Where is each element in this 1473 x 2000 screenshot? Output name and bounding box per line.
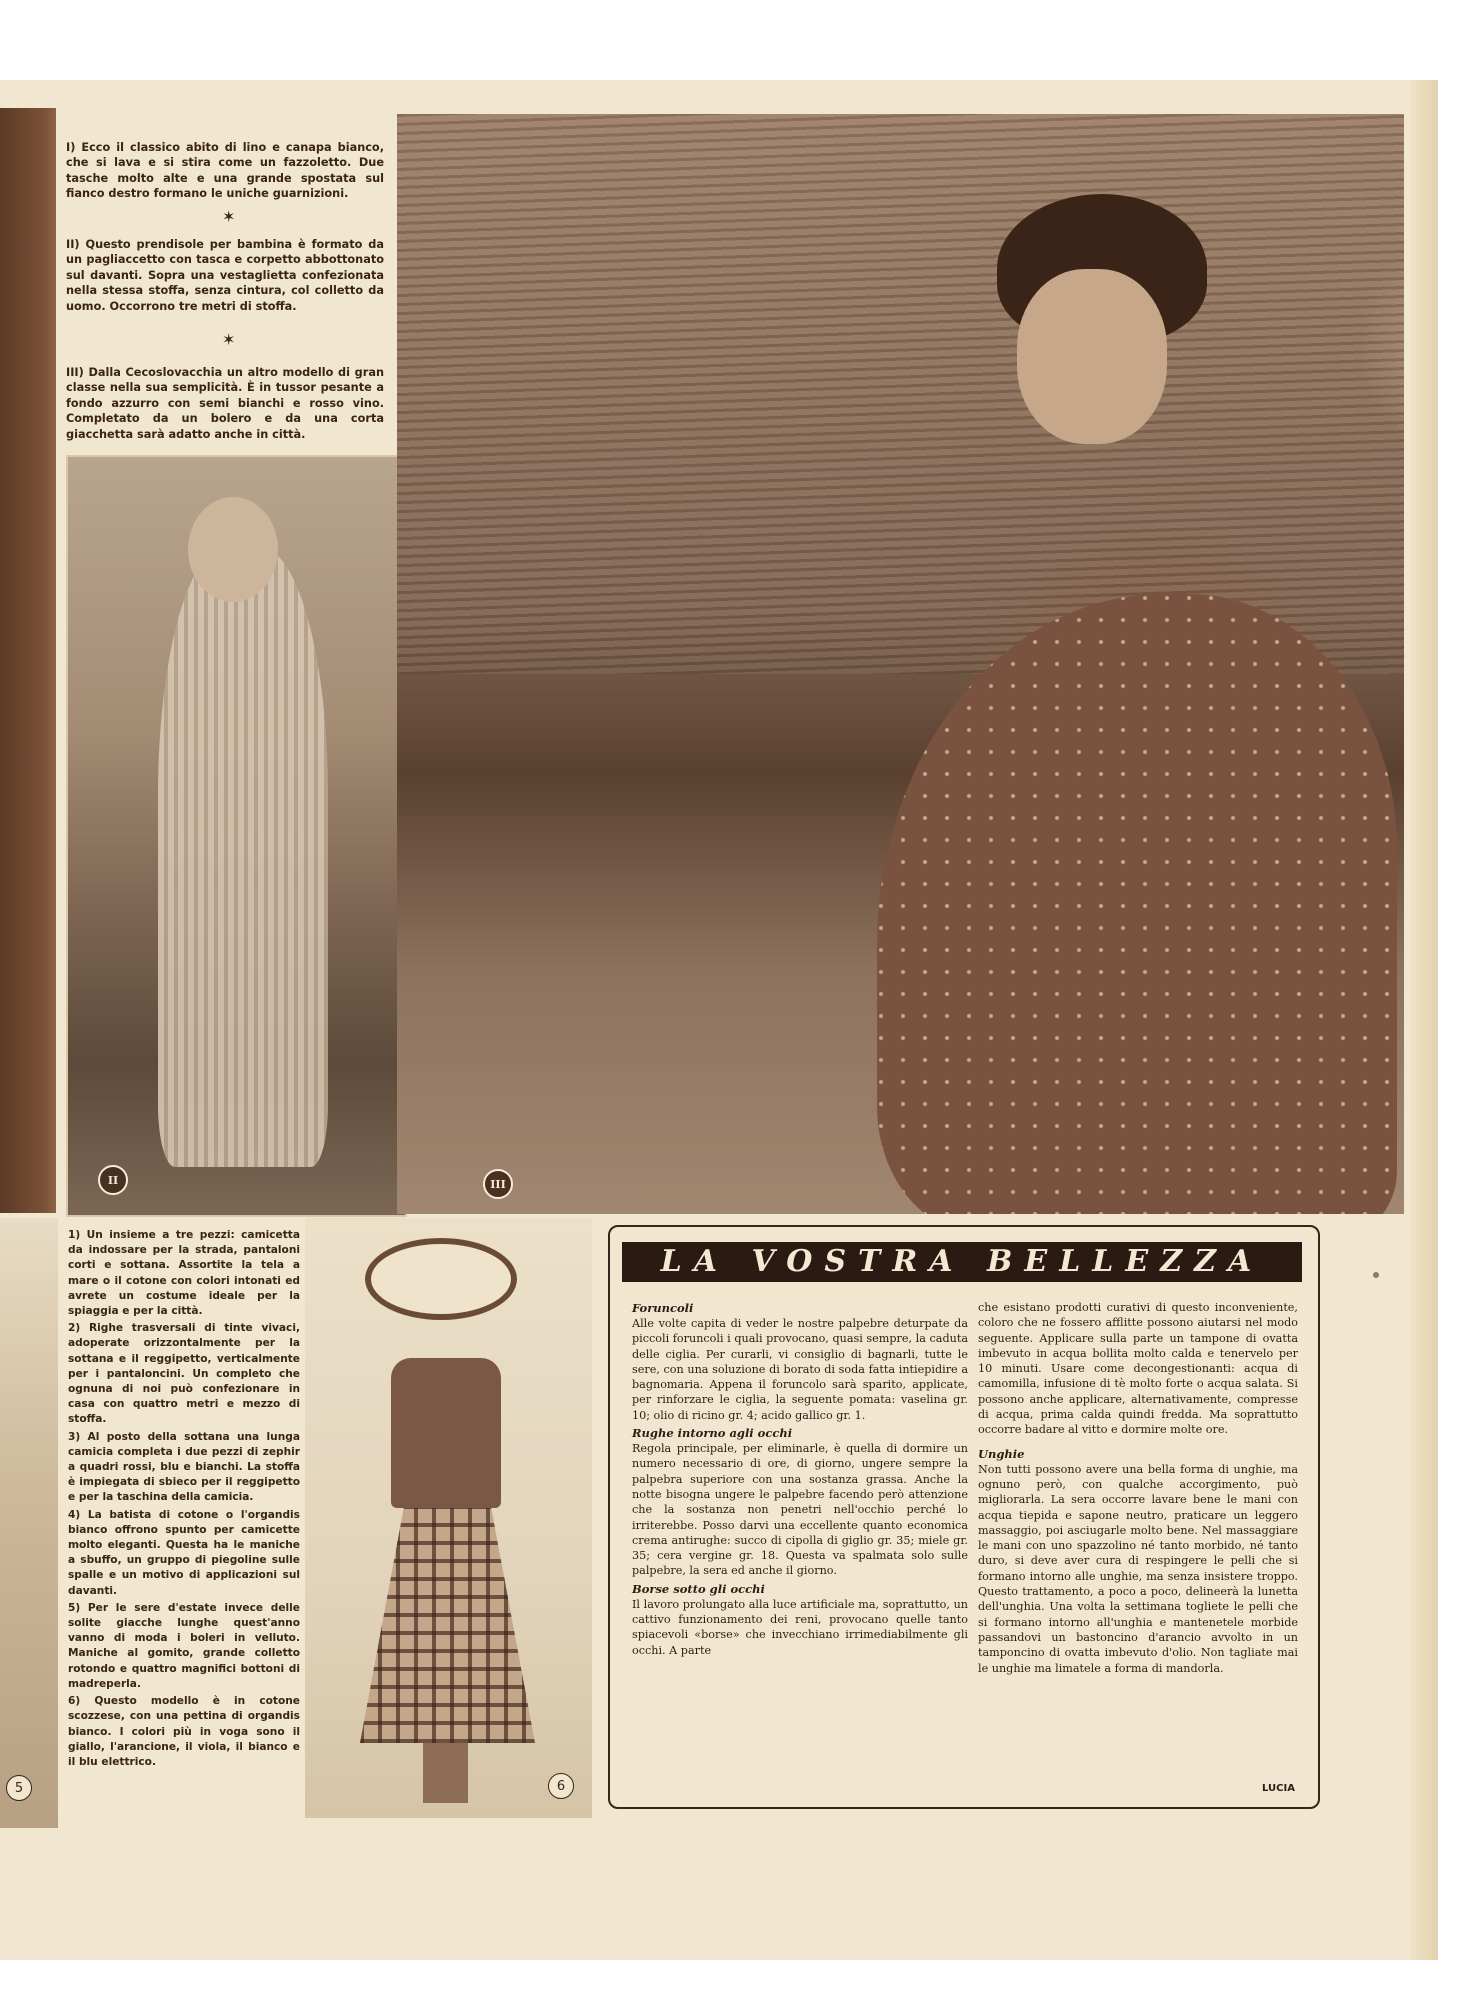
separator-star: ✶ (222, 330, 236, 349)
caption-item-6: 6) Questo modello è in cotone scozzese, con una pettina di organdis bianco. I colori più in voga sono il giallo, l'arancione, il viola, il bianco e il blu elettrico. (68, 1695, 300, 1768)
author-signature: LUCIA (1262, 1783, 1295, 1794)
print-speck (1373, 1272, 1379, 1278)
model-legs (423, 1743, 468, 1803)
captions-bottom-list (68, 1228, 300, 1772)
beauty-right-column (978, 1300, 1298, 1678)
photo-plaid-dress (305, 1218, 592, 1818)
section-text-foruncoli: Alle volte capita di veder le nostre palpebre deturpate da piccoli foruncoli i quali provocano, quasi sempre, la caduta delle ciglia. Per curarli, vi consiglio di bagnarli, tutte le sere, con una soluzione di borato di soda fatta intiepidire a bagnomaria. Appena il foruncolo sarà sparito, applicate, per rinforzare le ciglia, la seguente pomata: vaselina gr. 10; olio di ricino gr. 4; acido gallico gr. 1. (632, 1317, 968, 1422)
caption-item-2: 2) Righe trasversali di tinte vivaci, adoperate orizzontalmente per la sottana e il reggipetto, verticalmente per i pantaloncini. Un completo che ognuna di noi può confezionare in casa con quattro metri e mezzo di stoffa. (68, 1322, 300, 1426)
dotted-dress (877, 594, 1397, 1214)
caption-item-1: 1) Un insieme a tre pezzi: camicetta da indossare per la strada, pantaloni corti e sottana. Assortite la tela a mare o il cotone con colori intonati ed avrete un costume ideale per la spiaggia e per la città. (68, 1229, 300, 1318)
caption-photo-2: II) Questo prendisole per bambina è formato da un pagliaccetto con tasca e corpetto abbottonato sul davanti. Sopra una vestaglietta confezionata nella stessa stoffa, senza cintura, col colletto da uomo. Occorrono tre metri di stoffa. (66, 238, 384, 313)
photo-label-ii: II (98, 1165, 128, 1195)
section-heading-borse: Borse sotto gli occhi (632, 1581, 765, 1596)
beauty-left-column (632, 1300, 968, 1660)
caption-item-5: 5) Per le sere d'estate invece delle solite giacche lunghe quest'anno vanno di moda i boleri in velluto. Maniche al gomito, grande colletto rotondo e quattro magnifici bottoni di madreperla. (68, 1601, 300, 1690)
photo-woman-sundress (397, 114, 1404, 1214)
water-background (397, 114, 1404, 674)
woman-face (1017, 269, 1167, 444)
section-heading-foruncoli: Foruncoli (632, 1301, 694, 1315)
photo-girl-playsuit (68, 457, 405, 1215)
photo-label-5: 5 (6, 1775, 32, 1801)
girl-head (188, 497, 278, 602)
dress-bodice (391, 1358, 501, 1508)
girl-figure (158, 547, 328, 1167)
section-text-borse-continued: che esistano prodotti curativi di questo inconveniente, coloro che ne fossero afflitte possono aiutarsi nel modo seguente. Applicare sulla parte un tampone di ovatta imbevuto in acqua bollita molto calda e tenervelo per 10 minuti. Usare come decongestionanti: acqua di camomilla, infusione di tè molto forte o acqua salata. Si possono anche applicare, alternativamente, compresse di acqua, prima calda quindi fredda. Ma soprattutto occorre badare al vitto e dormire molte ore. (978, 1301, 1298, 1437)
beauty-title: LA VOSTRA BELLEZZA (622, 1242, 1302, 1282)
caption-item-4: 4) La batista di cotone o l'organdis bianco offrono spunto per camicette molto eleganti. Questa ha le maniche a sbuffo, un gruppo di piegoline sulle spalle e un motivo di applicazioni sul davanti. (68, 1508, 300, 1597)
wide-hat (365, 1238, 517, 1320)
section-text-borse: Il lavoro prolungato alla luce artificiale ma, soprattutto, un cattivo funzionamento dei reni, provocano quelle tanto spiacevoli «borse» che invecchiano irrimediabilmente gli occhi. A parte (632, 1597, 968, 1657)
caption-item-3: 3) Al posto della sottana una lunga camicia completa i due pezzi di zephir a quadri rossi, blu e bianchi. La stoffa è impiegata di sbieco per il reggipetto e per la taschina della camicia. (68, 1430, 300, 1504)
section-heading-unghie: Unghie (978, 1446, 1025, 1461)
left-margin-photo-strip (0, 108, 56, 1213)
photo-label-iii: III (483, 1169, 513, 1199)
section-text-unghie: Non tutti possono avere una bella forma di unghie, ma ognuno però, con qualche accorgimento, può migliorarla. La sera occorre lavare bene le mani con acqua tiepida e sapone neutro, praticare un leggero massaggio, poi asciugarle molto bene. Nel massaggiare le mani con uno spazzolino né tanto morbido, né tanto duro, si deve aver cura di respingere le pelli che si formano intorno alle unghie, ma senza insistere troppo. Questo trattamento, a poco a poco, delineerà la lunetta dell'unghia. Una volta la settimana togliete le pelli che si formano intorno all'unghia e mantenetele morbide passandovi un bastoncino d'arancio avvolto in un tamponcino di ovatta imbevuto d'olio. Non tagliate mai le unghie ma limatele a forma di mandorla. (978, 1462, 1298, 1675)
separator-star: ✶ (222, 207, 236, 226)
plaid-skirt (360, 1508, 535, 1743)
caption-photo-1: I) Ecco il classico abito di lino e canapa bianco, che si lava e si stira come un fazzoletto. Due tasche molto alte e una grande spostata sul fianco destro formano le uniche guarnizioni. (66, 141, 384, 201)
left-margin-photo-bottom (0, 1218, 58, 1828)
photo-label-6: 6 (548, 1773, 574, 1799)
page-edge (1410, 80, 1438, 1960)
caption-photo-3: III) Dalla Cecoslovacchia un altro modello di gran classe nella sua semplicità. È in tussor pesante a fondo azzurro con semi bianchi e rosso vino. Completato da un bolero e da una corta giacchetta sarà adatto anche in città. (66, 366, 384, 441)
section-text-rughe: Regola principale, per eliminarle, è quella di dormire un numero necessario di ore, di giorno, ungere sempre la palpebra superiore con una sostanza grassa. Anche la notte bisogna ungere le palpebre facendo però attenzione che la sostanza non penetri nell'occhio perché lo irriterebbe. Posso darvi una eccellente quanto economica crema antirughe: succo di cipolla di giglio gr. 35; miele gr. 35; cera vergine gr. 18. Questa va spalmata solo sulle palpebre, la sera ed anche il giorno. (632, 1442, 968, 1578)
section-heading-rughe: Rughe intorno agli occhi (632, 1426, 793, 1441)
